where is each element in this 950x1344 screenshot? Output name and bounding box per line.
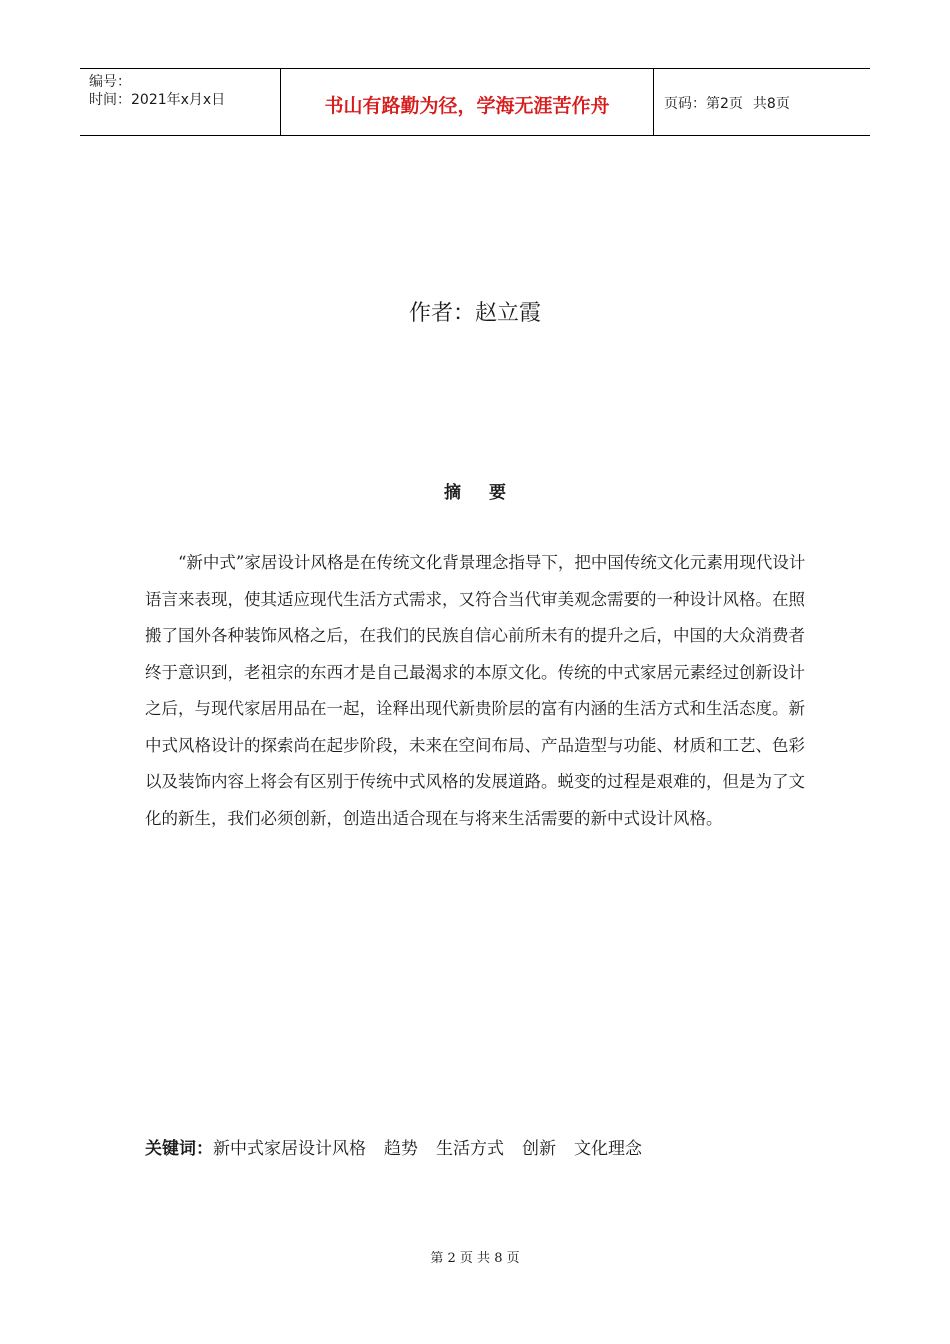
keyword-item: 趋势	[384, 1139, 418, 1159]
keyword-item: 生活方式	[436, 1139, 504, 1159]
author-line: 作者：赵立霞	[408, 301, 541, 326]
keyword-item: 新中式家居设计风格	[213, 1139, 366, 1159]
page-info-total: 共8页	[752, 96, 790, 112]
keywords-label: 关键词：	[145, 1139, 213, 1159]
number-label: 编号：	[89, 74, 131, 90]
page-header	[80, 68, 870, 136]
keyword-item: 文化理念	[574, 1139, 642, 1159]
page-info-current: 页码：第2页	[664, 96, 743, 112]
abstract-title: 摘要	[444, 483, 534, 503]
keywords-line	[145, 1134, 660, 1159]
header-page-info	[654, 69, 870, 135]
abstract-body: “新中式”家居设计风格是在传统文化背景理念指导下，把中国传统文化元素用现代设计语言来表现，使其适应现代生活方式需求，又符合当代审美观念需要的一种设计风格。在照搬了国外各种装饰风格之后，在我们的民族自信心前所未有的提升之后，中国的大众消费者终于意识到，老祖宗的东西才是自己最渴求的本原文化。传统的中式家居元素经过创新设计之后，与现代家居用品在一起，诠释出现代新贵阶层的富有内涵的生活方式和生活态度。新中式风格设计的探索尚在起步阶段，未来在空间布局、产品造型与功能、材质和工艺、色彩以及装饰内容上将会有区别于传统中式风格的发展道路。蜕变的过程是艰难的，但是为了文化的新生，我们必须创新，创造出适合现在与将来生活需要的新中式设计风格。	[145, 553, 806, 828]
keyword-item: 创新	[522, 1139, 556, 1159]
header-motto: 书山有路勤为径，学海无涯苦作舟	[281, 69, 654, 135]
page-footer: 第 2 页 共 8 页	[430, 1251, 520, 1266]
header-meta	[80, 69, 281, 135]
date-label: 时间：2021年x月x日	[89, 92, 226, 108]
